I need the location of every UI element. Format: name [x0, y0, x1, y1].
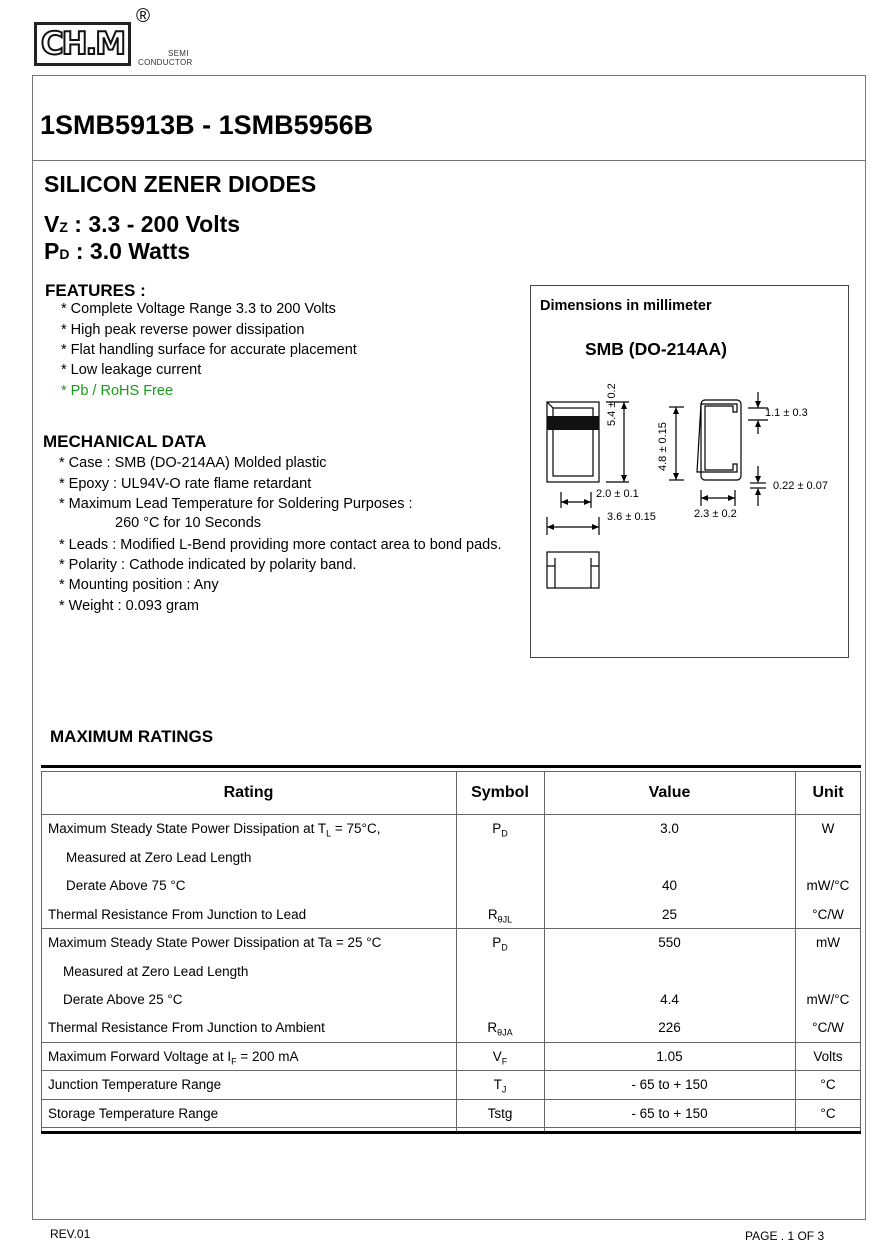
- pd-subscript: D: [59, 246, 70, 262]
- mechanical-item: * Polarity : Cathode indicated by polarity band.: [59, 557, 357, 573]
- company-subtitle: [138, 49, 193, 67]
- table-row-symbol: Tstg: [487, 1106, 513, 1121]
- dim-label-body-height: [606, 383, 618, 426]
- symbol-subscript: θJL: [497, 914, 513, 925]
- table-row-divider: [41, 1070, 861, 1071]
- ratings-heading: MAXIMUM RATINGS: [50, 727, 214, 746]
- table-border-left: [41, 771, 42, 1131]
- column-header-rating: Rating: [223, 784, 274, 801]
- table-row-value: 3.0: [660, 821, 679, 836]
- symbol-subscript: J: [501, 1084, 507, 1095]
- table-row-divider: [41, 928, 861, 929]
- registered-mark: ®: [136, 6, 150, 27]
- symbol-text: P: [492, 821, 502, 836]
- column-header-symbol: Symbol: [471, 784, 529, 801]
- symbol-subscript: F: [501, 1056, 508, 1067]
- table-row-rating: Derate Above 75 °C: [66, 878, 186, 893]
- rating-subscript: L: [326, 828, 332, 839]
- table-row-rating: Junction Temperature Range: [48, 1077, 222, 1092]
- table-row-unit: W: [821, 821, 835, 836]
- table-row-divider: [41, 1042, 861, 1043]
- column-header-unit: Unit: [812, 784, 844, 801]
- table-row-value: 1.05: [656, 1049, 683, 1064]
- feature-item: * Complete Voltage Range 3.3 to 200 Volts: [61, 301, 336, 317]
- mechanical-item: * Epoxy : UL94V-O rate flame retardant: [59, 476, 312, 492]
- column-header-value: Value: [648, 784, 691, 801]
- table-row-rating: [48, 821, 380, 839]
- product-subtitle: SILICON ZENER DIODES: [44, 171, 317, 197]
- part-range-title: 1SMB5913B - 1SMB5956B: [40, 110, 374, 140]
- table-row-divider: [41, 1099, 861, 1100]
- dim-label-overall-width: 3.6 ± 0.15: [607, 511, 656, 523]
- table-row-symbol: [456, 935, 544, 953]
- header-divider: [32, 160, 866, 161]
- table-row-symbol: [456, 1077, 544, 1095]
- rating-tail: = 200 mA: [236, 1049, 299, 1064]
- table-row-rating: Measured at Zero Lead Length: [66, 850, 252, 865]
- symbol-subscript: θJA: [497, 1027, 513, 1038]
- mechanical-item: * Weight : 0.093 gram: [59, 598, 199, 614]
- symbol-subscript: D: [501, 828, 508, 839]
- mechanical-item: * Case : SMB (DO-214AA) Molded plastic: [59, 455, 327, 471]
- mechanical-item: 260 °C for 10 Seconds: [115, 515, 262, 531]
- table-row-unit: mW/°C: [806, 992, 850, 1007]
- table-row-rating: Thermal Resistance From Junction to Lead: [48, 907, 307, 922]
- feature-item: * High peak reverse power dissipation: [61, 322, 305, 338]
- dim-text: 5.4 ± 0.2: [606, 383, 618, 426]
- pd-spec: [44, 238, 190, 265]
- dim-label-side-width: 2.3 ± 0.2: [694, 508, 737, 520]
- vz-value: : 3.3 - 200 Volts: [67, 211, 241, 237]
- table-row-divider: [41, 771, 861, 772]
- mechanical-item: * Leads : Modified L-Bend providing more contact area to bond pads.: [59, 537, 502, 553]
- dim-label-total-height: [657, 422, 669, 471]
- feature-item-rohs: * Pb / RoHS Free: [61, 383, 174, 399]
- pd-value: : 3.0 Watts: [69, 238, 191, 264]
- table-row-unit: mW: [816, 935, 840, 950]
- company-logo: CH.M: [34, 22, 131, 66]
- cathode-band: [547, 416, 599, 430]
- table-top-rule: [41, 765, 861, 768]
- body-outline: [547, 402, 599, 482]
- table-row-symbol: [456, 907, 544, 925]
- table-row-rating: Measured at Zero Lead Length: [63, 964, 249, 979]
- company-line-conductor: CONDUCTOR: [138, 58, 193, 67]
- table-row-divider: [41, 1127, 861, 1128]
- table-row-unit: °C: [820, 1106, 836, 1121]
- table-row-symbol: [456, 1049, 544, 1067]
- features-heading: FEATURES :: [45, 281, 146, 300]
- company-line-semi: SEMI: [168, 49, 189, 58]
- symbol-text: T: [493, 1077, 502, 1092]
- table-row-rating: Storage Temperature Range: [48, 1106, 219, 1121]
- table-row-rating: Derate Above 25 °C: [63, 992, 183, 1007]
- table-row-value: 226: [658, 1020, 681, 1035]
- rating-text: Maximum Forward Voltage at I: [48, 1049, 232, 1064]
- table-row-unit: °C: [820, 1077, 836, 1092]
- rating-subscript: F: [231, 1056, 237, 1067]
- table-row-value: - 65 to + 150: [631, 1077, 708, 1092]
- symbol-text: R: [487, 1020, 498, 1035]
- rating-tail: = 75°C,: [331, 821, 381, 836]
- table-row-value: 550: [658, 935, 681, 950]
- table-row-value: 40: [661, 878, 678, 893]
- symbol-text: V: [492, 1049, 502, 1064]
- vz-symbol: V: [44, 211, 60, 237]
- dim-label-lead-thick: 0.22 ± 0.07: [773, 480, 828, 492]
- dim-label-lead-top: 1.1 ± 0.3: [765, 407, 808, 419]
- table-row-value: - 65 to + 150: [631, 1106, 708, 1121]
- dim-text: 4.8 ± 0.15: [657, 422, 669, 471]
- symbol-subscript: D: [501, 942, 508, 953]
- dim-label-band-width: 2.0 ± 0.1: [596, 488, 639, 500]
- pd-symbol: P: [44, 238, 60, 264]
- table-row-symbol: [456, 1020, 544, 1038]
- table-row-rating: Maximum Steady State Power Dissipation at Ta = 25 °C: [48, 935, 382, 950]
- revision-label: REV.01: [50, 1227, 91, 1241]
- mechanical-item: * Maximum Lead Temperature for Soldering Purposes :: [59, 496, 413, 512]
- table-row-value: 4.4: [660, 992, 679, 1007]
- table-row-value: 25: [661, 907, 678, 922]
- page-number: PAGE . 1 OF 3: [745, 1229, 825, 1243]
- dimensions-title: Dimensions in millimeter: [540, 298, 712, 314]
- table-row-unit: mW/°C: [806, 878, 850, 893]
- mechanical-heading: MECHANICAL DATA: [43, 432, 207, 451]
- feature-item: * Low leakage current: [61, 362, 202, 378]
- symbol-text: R: [487, 907, 498, 922]
- vz-subscript: Z: [59, 219, 68, 235]
- package-name: SMB (DO-214AA): [585, 339, 727, 359]
- table-row-symbol: [456, 821, 544, 839]
- symbol-text: P: [492, 935, 502, 950]
- table-row-rating: [48, 1049, 299, 1067]
- rating-text: Maximum Steady State Power Dissipation at T: [48, 821, 327, 836]
- table-row-unit: °C/W: [812, 1020, 844, 1035]
- table-row-unit: Volts: [813, 1049, 843, 1064]
- feature-item: * Flat handling surface for accurate placement: [61, 342, 357, 358]
- vz-spec: [44, 211, 240, 238]
- table-bottom-rule: [41, 1131, 861, 1134]
- mechanical-item: * Mounting position : Any: [59, 577, 219, 593]
- table-row-unit: °C/W: [812, 907, 844, 922]
- table-row-divider: [41, 814, 861, 815]
- table-row-rating: Thermal Resistance From Junction to Ambient: [48, 1020, 325, 1035]
